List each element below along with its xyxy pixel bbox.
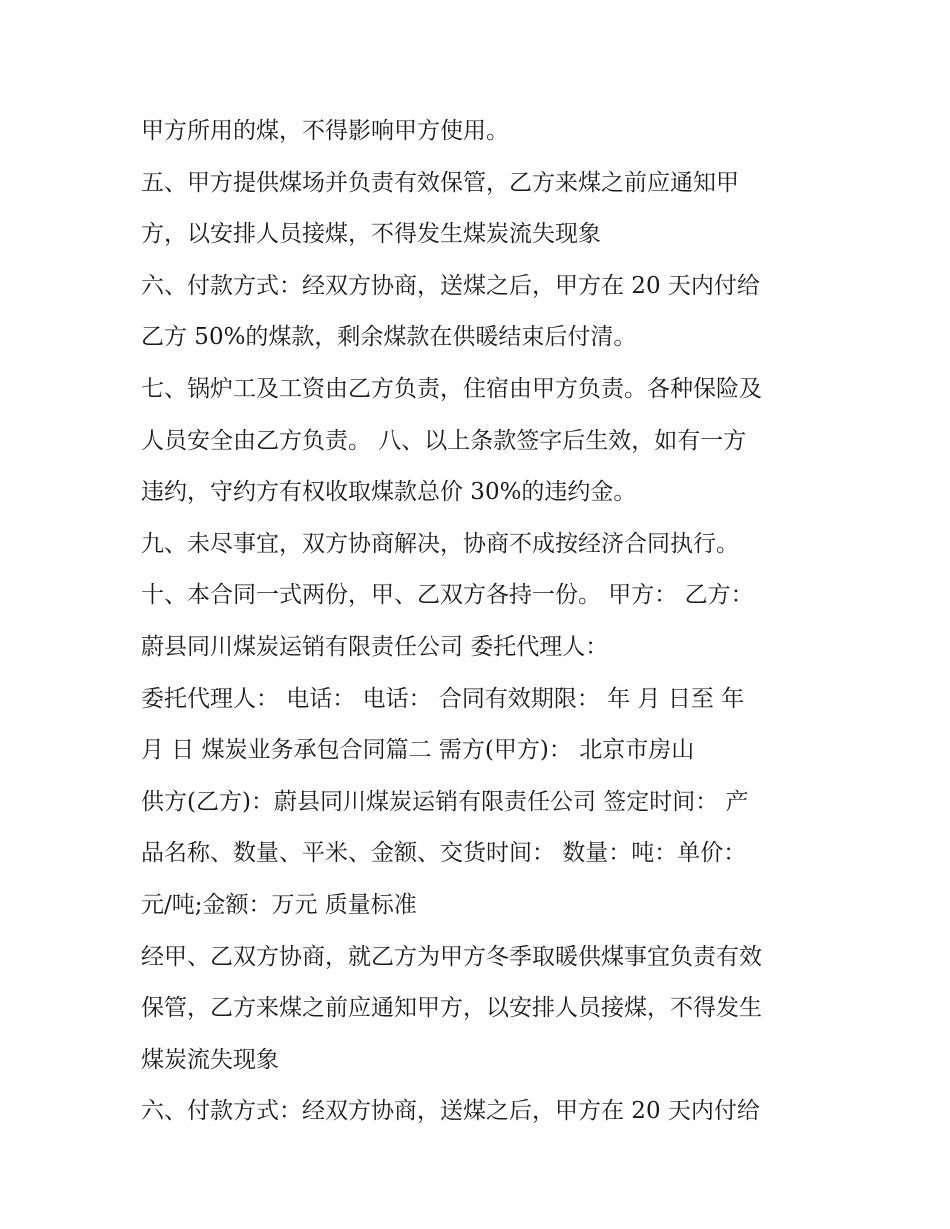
text-line: 乙方 50%的煤款，剩余煤款在供暖结束后付清。 — [141, 324, 637, 351]
text-line: 五、甲方提供煤场并负责有效保管，乙方来煤之前应通知甲 — [141, 169, 739, 196]
text-line: 保管，乙方来煤之前应通知甲方，以安排人员接煤，不得发生 — [141, 995, 762, 1022]
text-line: 蔚县同川煤炭运销有限责任公司 委托代理人： — [141, 633, 609, 660]
text-line: 违约，守约方有权收取煤款总价 30%的违约金。 — [141, 479, 637, 506]
text-line: 九、未尽事宜，双方协商解决，协商不成按经济合同执行。 — [141, 530, 739, 557]
text-line: 人员安全由乙方负责。 八、以上条款签字后生效，如有一方 — [141, 427, 747, 454]
text-line: 甲方所用的煤，不得影响甲方使用。 — [141, 118, 509, 144]
document-body — [141, 106, 841, 1138]
text-line: 六、付款方式：经双方协商，送煤之后，甲方在 20 天内付给 — [141, 1098, 760, 1125]
text-line: 委托代理人： 电话： 电话： 合同有效期限： 年 月 日至 年 — [141, 685, 745, 712]
text-line: 煤炭流失现象 — [141, 1046, 279, 1073]
text-line: 供方(乙方)：蔚县同川煤炭运销有限责任公司 签定时间： 产 — [141, 788, 749, 815]
text-line: 经甲、乙双方协商，就乙方为甲方冬季取暖供煤事宜负责有效 — [141, 943, 762, 970]
text-line: 元/吨;金额：万元 质量标准 — [141, 891, 417, 918]
text-line: 品名称、数量、平米、金额、交货时间： 数量：吨：单价： — [141, 840, 747, 867]
text-line: 十、本合同一式两份，甲、乙双方各持一份。 甲方： 乙方： — [141, 582, 754, 609]
text-line: 月 日 煤炭业务承包合同篇二 需方(甲方)： 北京市房山 — [141, 737, 695, 764]
text-line: 七、锅炉工及工资由乙方负责，住宿由甲方负责。各种保险及 — [141, 375, 762, 402]
text-line: 六、付款方式：经双方协商，送煤之后，甲方在 20 天内付给 — [141, 272, 760, 299]
text-line: 方，以安排人员接煤，不得发生煤炭流失现象 — [141, 221, 601, 248]
